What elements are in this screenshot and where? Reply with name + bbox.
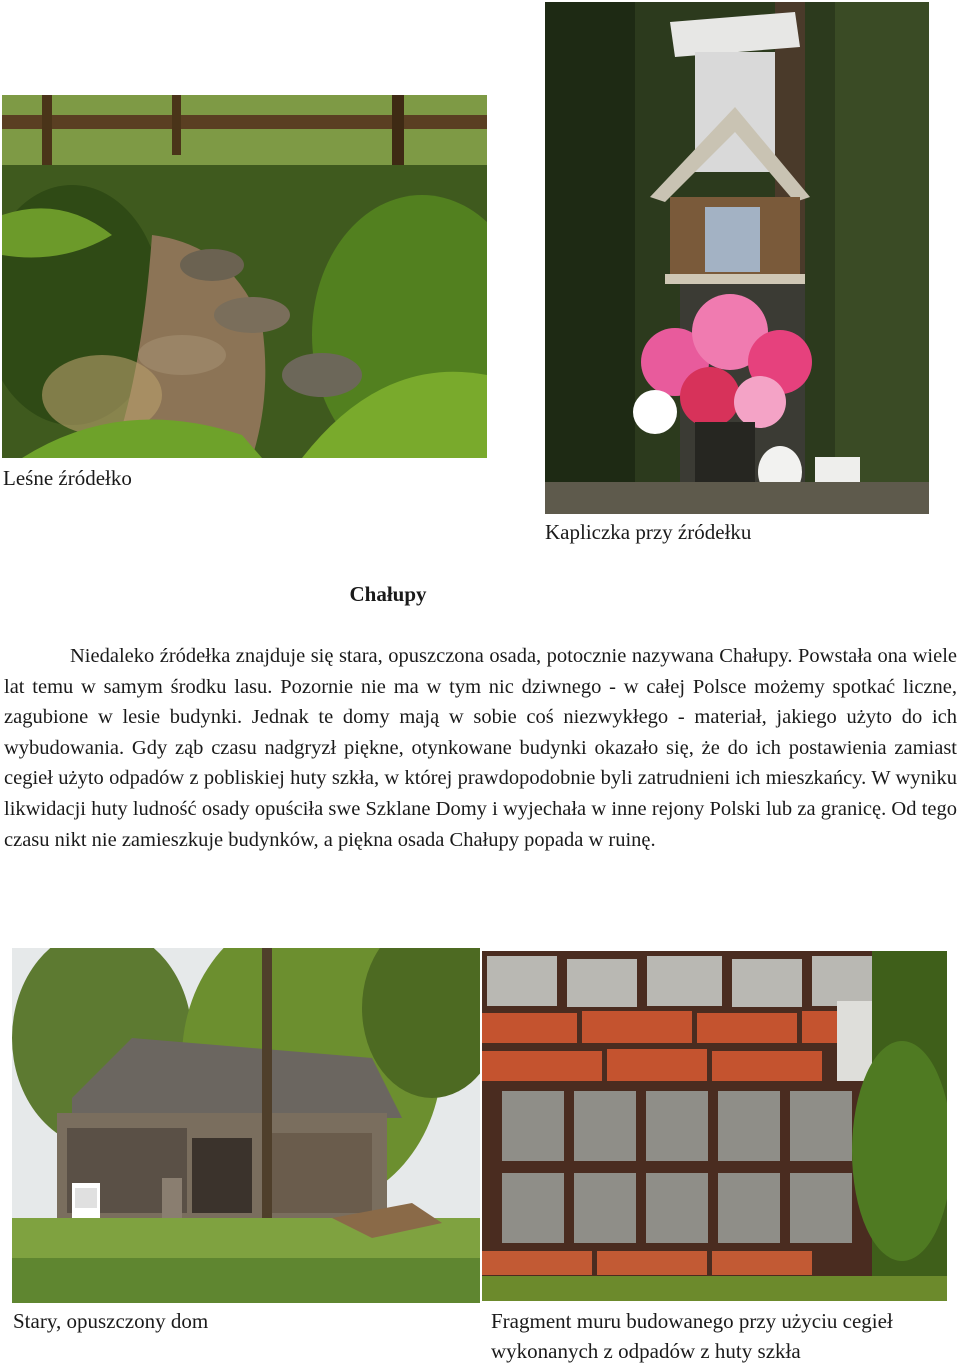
chapel-photo bbox=[545, 2, 929, 514]
paragraph-text: Niedaleko źródełka znajduje się stara, opuszczona osada, potocznie nazywana Chałupy. Powstała ona wiele lat temu w samym środku lasu. Pozornie nie ma w tym nic dziwnego - w całej Polsce możemy spotkać liczne, zagubione w lesie budynki. Jednak te domy mają w sobie coś niezwykłego - materiał, jakiego użyto do ich wybudowania. Gdy ząb czasu nadgryzł piękne, otynkowane budynki okazało się, że do ich postawienia zamiast cegieł użyto odpadów z pobliskiej huty szkła, w której prawdopodobnie byli zatrudnieni ich mieszkańcy. W wyniku likwidacji huty ludność osady opuściła swe Szklane Domy i wyjechała w inne rejony Polski lub za granicę. Od tego czasu nikt nie zamieszkuje budynków, a piękna osada Chałupy popada w ruinę. bbox=[4, 645, 957, 851]
old-house-photo bbox=[12, 948, 480, 1303]
section-paragraph bbox=[4, 641, 957, 855]
wall-caption-line-2: wykonanych z odpadów z huty szkła bbox=[491, 1339, 801, 1363]
wall-caption-line-1: Fragment muru budowanego przy użyciu cegieł bbox=[491, 1309, 893, 1333]
old-house-caption: Stary, opuszczony dom bbox=[13, 1309, 209, 1333]
wall-fragment-caption bbox=[491, 1306, 893, 1366]
section-title: Chałupy bbox=[349, 582, 427, 606]
forest-spring-photo bbox=[2, 95, 487, 458]
wall-fragment-photo bbox=[482, 951, 947, 1301]
chapel-caption: Kapliczka przy źródełku bbox=[545, 520, 752, 544]
forest-spring-caption: Leśne źródełko bbox=[3, 466, 132, 490]
